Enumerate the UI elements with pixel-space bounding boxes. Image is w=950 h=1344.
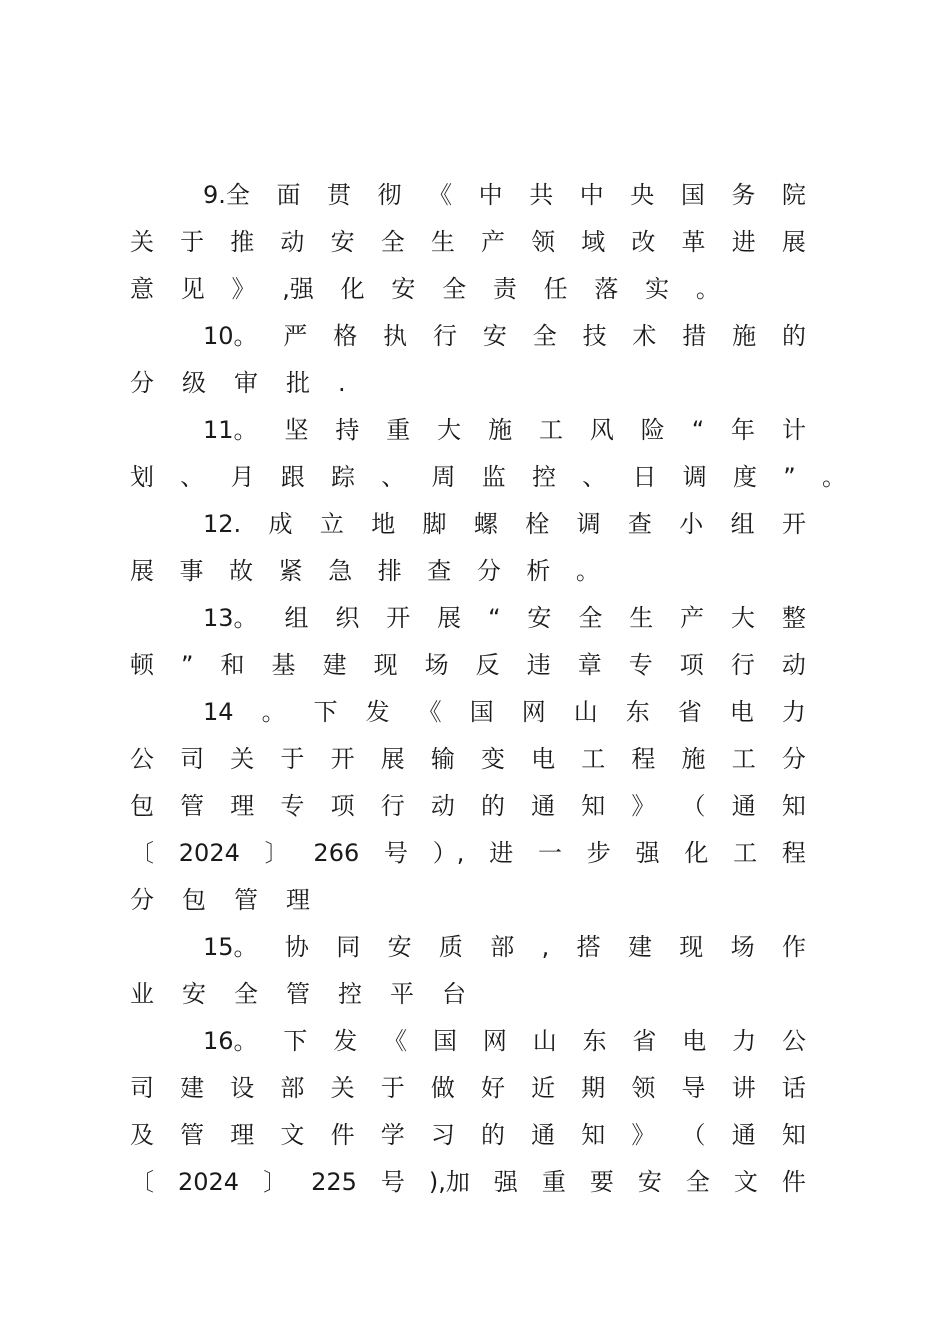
text-token: 领 bbox=[631, 1074, 656, 1102]
text-token: 》 bbox=[631, 1121, 656, 1149]
text-token: 院 bbox=[781, 181, 806, 209]
text-token: 开 bbox=[386, 604, 411, 632]
text-line bbox=[130, 645, 806, 685]
text-token: 件 bbox=[330, 1121, 355, 1149]
text-token: 公 bbox=[782, 1027, 806, 1055]
text-token: 展 bbox=[130, 557, 154, 585]
text-line bbox=[203, 316, 806, 356]
text-line bbox=[130, 974, 806, 1014]
text-token: 坚 bbox=[284, 416, 309, 444]
text-token: 月 bbox=[230, 463, 255, 491]
text-token: 东 bbox=[625, 698, 650, 726]
text-token: 近 bbox=[531, 1074, 556, 1102]
text-token: 实 bbox=[645, 275, 670, 303]
text-token: 全 bbox=[234, 980, 258, 1008]
text-token: 台 bbox=[442, 980, 466, 1008]
text-token: 大 bbox=[731, 604, 756, 632]
text-token: 批 bbox=[286, 369, 310, 397]
text-token: 紧 bbox=[278, 557, 303, 585]
text-token: ),加 bbox=[428, 1168, 470, 1196]
text-token: 安 bbox=[330, 228, 355, 256]
text-token: 知 bbox=[781, 1121, 806, 1149]
text-token: 成 bbox=[268, 510, 293, 538]
text-token: 一 bbox=[538, 839, 562, 867]
text-token: ）, bbox=[432, 839, 465, 867]
text-token: 力 bbox=[781, 698, 806, 726]
text-token: 意 bbox=[130, 275, 154, 303]
text-token: 国 bbox=[432, 1027, 457, 1055]
text-token: 〕 bbox=[263, 1168, 288, 1196]
text-token: 重 bbox=[541, 1168, 566, 1196]
text-token: 级 bbox=[182, 369, 206, 397]
text-token: 开 bbox=[330, 745, 355, 773]
text-token: 组 bbox=[730, 510, 755, 538]
text-token: 强 bbox=[493, 1168, 518, 1196]
text-token: 动 bbox=[280, 228, 305, 256]
text-token: 安 bbox=[637, 1168, 662, 1196]
text-token: 部 bbox=[490, 933, 515, 961]
text-token: 13。 bbox=[203, 604, 258, 632]
text-token: 、 bbox=[381, 463, 406, 491]
text-token: 进 bbox=[731, 228, 756, 256]
text-token: 理 bbox=[230, 792, 255, 820]
text-token: 全 bbox=[442, 275, 467, 303]
text-line bbox=[130, 551, 600, 591]
text-line bbox=[203, 927, 806, 967]
text-token: 执 bbox=[383, 322, 408, 350]
text-token: 通 bbox=[731, 792, 756, 820]
text-token: 大 bbox=[437, 416, 462, 444]
text-token: 程 bbox=[781, 839, 806, 867]
text-token: 程 bbox=[631, 745, 656, 773]
text-line bbox=[130, 1162, 806, 1202]
text-line bbox=[130, 833, 806, 873]
text-token: 电 bbox=[682, 1027, 707, 1055]
text-token: 改 bbox=[631, 228, 656, 256]
text-token: 违 bbox=[526, 651, 551, 679]
text-token: 跟 bbox=[280, 463, 305, 491]
text-line bbox=[203, 692, 806, 732]
text-token: 管 bbox=[286, 980, 310, 1008]
text-token: 建 bbox=[180, 1074, 205, 1102]
text-token: 理 bbox=[230, 1121, 255, 1149]
text-token: ,强 bbox=[282, 275, 314, 303]
text-line bbox=[130, 1068, 806, 1108]
text-token: 风 bbox=[589, 416, 614, 444]
text-token: 划 bbox=[130, 463, 154, 491]
text-token: 域 bbox=[581, 228, 606, 256]
text-token: 基 bbox=[271, 651, 296, 679]
text-token: 控 bbox=[532, 463, 556, 491]
text-token: 》 bbox=[631, 792, 656, 820]
text-token: 东 bbox=[582, 1027, 607, 1055]
text-token: 导 bbox=[681, 1074, 706, 1102]
text-token: 知 bbox=[781, 792, 806, 820]
text-token: 全 bbox=[532, 322, 557, 350]
text-token: 14 bbox=[203, 698, 234, 726]
text-token: 关 bbox=[130, 228, 154, 256]
text-token: 通 bbox=[531, 792, 556, 820]
text-token: 习 bbox=[430, 1121, 455, 1149]
text-line bbox=[203, 1021, 806, 1061]
text-token: ” bbox=[783, 463, 796, 491]
text-token: 强 bbox=[635, 839, 660, 867]
text-token: 年 bbox=[731, 416, 756, 444]
text-token: 安 bbox=[482, 322, 507, 350]
text-token: 包 bbox=[182, 886, 206, 914]
text-line bbox=[203, 175, 806, 215]
text-token: 司 bbox=[130, 1074, 154, 1102]
text-token: 工 bbox=[538, 416, 563, 444]
text-token: 省 bbox=[632, 1027, 657, 1055]
text-token: 网 bbox=[521, 698, 546, 726]
text-token: 9.全 bbox=[203, 181, 250, 209]
text-line bbox=[130, 1115, 806, 1155]
text-token: 织 bbox=[335, 604, 360, 632]
text-token: 分 bbox=[130, 369, 154, 397]
text-token: 266 bbox=[313, 839, 360, 867]
text-token: 225 bbox=[311, 1168, 357, 1196]
text-token: 省 bbox=[677, 698, 702, 726]
text-token: “ bbox=[691, 416, 705, 444]
text-token: 《 bbox=[428, 181, 453, 209]
text-line bbox=[130, 880, 806, 920]
text-token: 〔 bbox=[130, 839, 154, 867]
text-token: 建 bbox=[627, 933, 652, 961]
text-token: 下 bbox=[313, 698, 338, 726]
text-token: , bbox=[541, 933, 550, 961]
text-token: 平 bbox=[390, 980, 414, 1008]
text-token: 施 bbox=[732, 322, 757, 350]
text-token: 安 bbox=[182, 980, 206, 1008]
text-line bbox=[130, 739, 806, 779]
text-token: 排 bbox=[377, 557, 402, 585]
text-token: 场 bbox=[730, 933, 755, 961]
text-token: 化 bbox=[684, 839, 709, 867]
text-token: 审 bbox=[234, 369, 258, 397]
text-token: 部 bbox=[280, 1074, 305, 1102]
text-token: 急 bbox=[328, 557, 353, 585]
text-token: 展 bbox=[781, 228, 806, 256]
text-token: 管 bbox=[180, 792, 205, 820]
text-token: 管 bbox=[180, 1121, 205, 1149]
text-token: 业 bbox=[130, 980, 154, 1008]
text-token: 计 bbox=[781, 416, 806, 444]
text-token: 2024 bbox=[178, 1168, 240, 1196]
text-token: 。 bbox=[575, 557, 600, 585]
text-token: 化 bbox=[340, 275, 365, 303]
text-token: 事 bbox=[179, 557, 204, 585]
text-token: 展 bbox=[437, 604, 462, 632]
text-token: 力 bbox=[732, 1027, 757, 1055]
text-token: 领 bbox=[531, 228, 556, 256]
text-token: 栓 bbox=[525, 510, 550, 538]
text-token: 安 bbox=[387, 933, 412, 961]
text-token: 步 bbox=[586, 839, 611, 867]
text-token: （ bbox=[681, 1121, 706, 1149]
text-token: 全 bbox=[380, 228, 405, 256]
text-token: 调 bbox=[682, 463, 707, 491]
text-token: 专 bbox=[628, 651, 653, 679]
text-token: 通 bbox=[731, 1121, 756, 1149]
text-token: 文 bbox=[733, 1168, 758, 1196]
text-token: 行 bbox=[432, 322, 457, 350]
text-token: 反 bbox=[475, 651, 500, 679]
text-token: 技 bbox=[582, 322, 607, 350]
text-token: 12. bbox=[203, 510, 242, 538]
text-token: 山 bbox=[532, 1027, 557, 1055]
text-token: 知 bbox=[581, 1121, 606, 1149]
text-token: 严 bbox=[283, 322, 308, 350]
text-token: 于 bbox=[180, 228, 205, 256]
text-token: 度 bbox=[733, 463, 757, 491]
text-token: 关 bbox=[330, 1074, 355, 1102]
text-token: 10。 bbox=[203, 322, 258, 350]
text-token: 《 bbox=[383, 1027, 408, 1055]
text-token: 件 bbox=[781, 1168, 806, 1196]
text-token: 包 bbox=[130, 792, 154, 820]
text-token: 讲 bbox=[731, 1074, 756, 1102]
text-token: 号 bbox=[380, 1168, 405, 1196]
text-token: 理 bbox=[286, 886, 310, 914]
text-token: 专 bbox=[280, 792, 305, 820]
text-token: 作 bbox=[781, 933, 806, 961]
text-token: 进 bbox=[489, 839, 514, 867]
text-token: 工 bbox=[731, 745, 756, 773]
text-token: 现 bbox=[373, 651, 398, 679]
text-token: 《 bbox=[417, 698, 442, 726]
text-token: 见 bbox=[180, 275, 205, 303]
text-token: 电 bbox=[729, 698, 754, 726]
text-line bbox=[130, 457, 846, 497]
text-token: 推 bbox=[230, 228, 255, 256]
text-token: 山 bbox=[573, 698, 598, 726]
text-token: 小 bbox=[679, 510, 704, 538]
text-token: 期 bbox=[581, 1074, 606, 1102]
text-token: 。 bbox=[821, 463, 846, 491]
text-token: 变 bbox=[480, 745, 505, 773]
text-token: 日 bbox=[632, 463, 657, 491]
text-token: 行 bbox=[730, 651, 755, 679]
text-token: 全 bbox=[578, 604, 603, 632]
text-token: 》 bbox=[231, 275, 256, 303]
text-token: 产 bbox=[680, 604, 705, 632]
text-token: 整 bbox=[781, 604, 806, 632]
text-token: 脚 bbox=[422, 510, 447, 538]
text-token: 任 bbox=[543, 275, 568, 303]
text-token: 项 bbox=[330, 792, 355, 820]
text-token: 2024 bbox=[178, 839, 240, 867]
text-token: 现 bbox=[679, 933, 704, 961]
text-token: 发 bbox=[365, 698, 390, 726]
text-token: 11。 bbox=[203, 416, 258, 444]
text-token: 地 bbox=[371, 510, 396, 538]
text-token: 做 bbox=[430, 1074, 455, 1102]
text-token: 查 bbox=[627, 510, 652, 538]
text-token: 全 bbox=[685, 1168, 710, 1196]
text-line bbox=[203, 504, 806, 544]
text-token: 场 bbox=[424, 651, 449, 679]
text-token: 、 bbox=[582, 463, 607, 491]
text-token: 关 bbox=[230, 745, 255, 773]
text-token: 号 bbox=[384, 839, 409, 867]
text-token: 动 bbox=[430, 792, 455, 820]
text-line bbox=[130, 269, 720, 309]
text-token: 的 bbox=[782, 322, 806, 350]
text-token: 国 bbox=[680, 181, 705, 209]
text-token: 发 bbox=[333, 1027, 358, 1055]
text-token: 措 bbox=[682, 322, 707, 350]
text-line bbox=[203, 410, 806, 450]
text-token: 调 bbox=[576, 510, 601, 538]
text-token: “ bbox=[488, 604, 501, 632]
text-token: 险 bbox=[640, 416, 665, 444]
text-token: 生 bbox=[430, 228, 455, 256]
text-token: 责 bbox=[492, 275, 517, 303]
text-token: 设 bbox=[230, 1074, 255, 1102]
text-token: 控 bbox=[338, 980, 362, 1008]
text-token: 面 bbox=[276, 181, 301, 209]
text-token: 落 bbox=[594, 275, 619, 303]
text-token: 工 bbox=[733, 839, 758, 867]
text-token: 章 bbox=[577, 651, 602, 679]
text-token: . bbox=[338, 369, 346, 397]
text-token: 于 bbox=[380, 1074, 405, 1102]
text-token: 搭 bbox=[576, 933, 601, 961]
text-line bbox=[203, 598, 806, 638]
text-token: ” bbox=[181, 651, 194, 679]
text-token: 及 bbox=[130, 1121, 154, 1149]
text-token: 。 bbox=[261, 698, 286, 726]
text-token: 下 bbox=[283, 1027, 308, 1055]
text-token: 立 bbox=[319, 510, 344, 538]
text-token: 行 bbox=[380, 792, 405, 820]
text-line bbox=[130, 363, 806, 403]
text-token: 组 bbox=[284, 604, 309, 632]
text-token: 重 bbox=[386, 416, 411, 444]
text-token: 公 bbox=[130, 745, 154, 773]
text-token: 故 bbox=[229, 557, 254, 585]
text-token: 15。 bbox=[203, 933, 258, 961]
text-token: 输 bbox=[430, 745, 455, 773]
text-token: 学 bbox=[380, 1121, 405, 1149]
text-token: 分 bbox=[476, 557, 501, 585]
text-token: 话 bbox=[781, 1074, 806, 1102]
text-token: 司 bbox=[180, 745, 205, 773]
text-token: 产 bbox=[480, 228, 505, 256]
text-token: 知 bbox=[581, 792, 606, 820]
text-token: 工 bbox=[581, 745, 606, 773]
text-token: 文 bbox=[280, 1121, 305, 1149]
text-token: 中 bbox=[579, 181, 604, 209]
text-token: 。 bbox=[695, 275, 720, 303]
text-token: 协 bbox=[284, 933, 309, 961]
text-token: 共 bbox=[529, 181, 554, 209]
text-token: 革 bbox=[681, 228, 706, 256]
text-token: 开 bbox=[781, 510, 806, 538]
text-token: 建 bbox=[322, 651, 347, 679]
text-token: 电 bbox=[531, 745, 556, 773]
text-token: 于 bbox=[280, 745, 305, 773]
text-token: 同 bbox=[336, 933, 361, 961]
text-token: 管 bbox=[234, 886, 258, 914]
text-token: 通 bbox=[531, 1121, 556, 1149]
text-token: 螺 bbox=[473, 510, 498, 538]
text-token: 好 bbox=[480, 1074, 505, 1102]
text-token: 务 bbox=[731, 181, 756, 209]
text-token: 展 bbox=[380, 745, 405, 773]
text-token: 贯 bbox=[327, 181, 351, 209]
text-token: 分 bbox=[130, 886, 154, 914]
text-token: 析 bbox=[526, 557, 551, 585]
text-line bbox=[130, 786, 806, 826]
text-token: 的 bbox=[480, 792, 505, 820]
text-token: 安 bbox=[391, 275, 416, 303]
text-token: 顿 bbox=[130, 651, 154, 679]
text-token: 术 bbox=[632, 322, 657, 350]
text-token: 中 bbox=[478, 181, 503, 209]
text-token: 〕 bbox=[264, 839, 289, 867]
text-token: 踪 bbox=[331, 463, 355, 491]
text-token: 持 bbox=[335, 416, 360, 444]
text-token: 监 bbox=[481, 463, 506, 491]
text-token: 、 bbox=[180, 463, 205, 491]
text-token: 要 bbox=[589, 1168, 614, 1196]
text-token: 16。 bbox=[203, 1027, 258, 1055]
text-token: 生 bbox=[629, 604, 654, 632]
text-token: 分 bbox=[781, 745, 806, 773]
text-token: 和 bbox=[220, 651, 245, 679]
text-token: 的 bbox=[480, 1121, 505, 1149]
text-token: 〔 bbox=[130, 1168, 154, 1196]
text-token: 动 bbox=[781, 651, 806, 679]
text-token: 央 bbox=[630, 181, 655, 209]
text-token: 格 bbox=[333, 322, 358, 350]
text-line bbox=[130, 222, 806, 262]
text-token: 项 bbox=[679, 651, 704, 679]
text-token: 彻 bbox=[377, 181, 402, 209]
text-token: 国 bbox=[469, 698, 494, 726]
text-token: 施 bbox=[681, 745, 706, 773]
text-token: 查 bbox=[427, 557, 452, 585]
text-token: 安 bbox=[527, 604, 552, 632]
text-token: 施 bbox=[488, 416, 513, 444]
text-token: 网 bbox=[482, 1027, 507, 1055]
text-token: （ bbox=[681, 792, 706, 820]
text-token: 周 bbox=[431, 463, 456, 491]
text-token: 质 bbox=[438, 933, 463, 961]
